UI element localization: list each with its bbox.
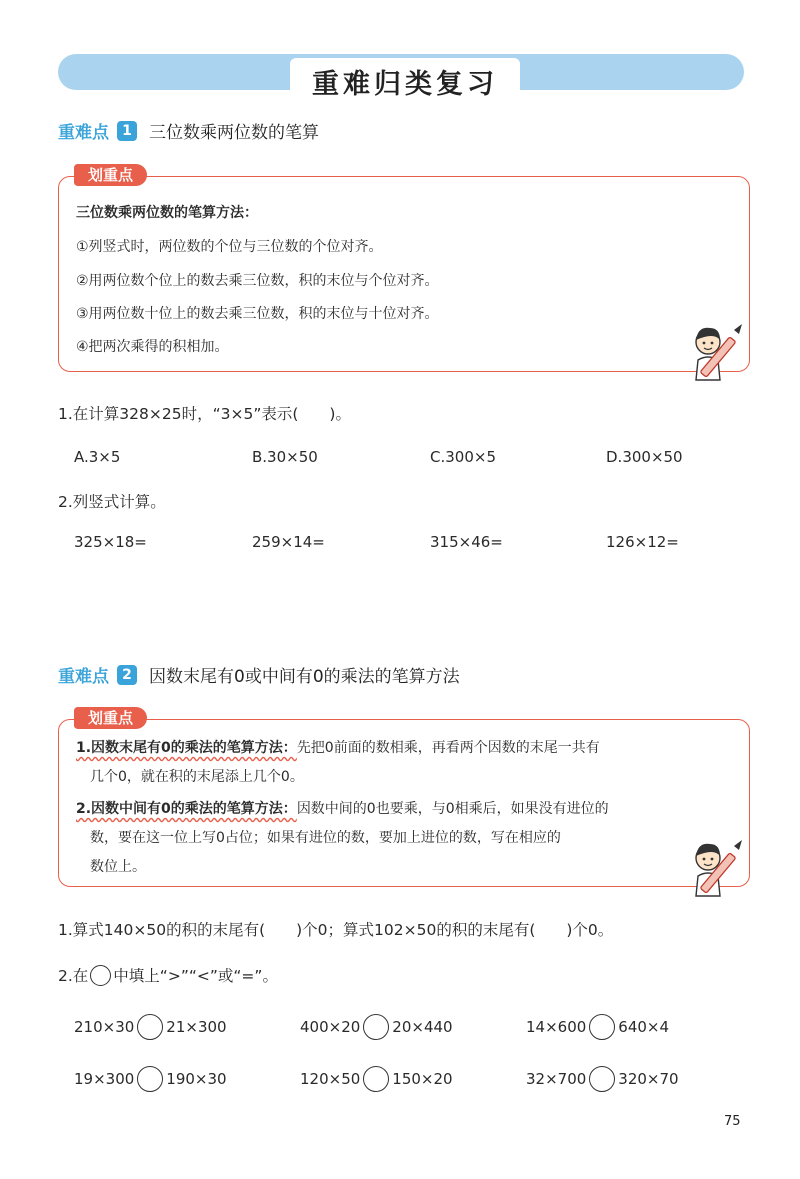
answer-circle[interactable]	[589, 1014, 615, 1040]
compare-left: 32×700	[526, 1070, 587, 1088]
compare-left: 19×300	[74, 1070, 135, 1088]
section2-question-2	[58, 964, 278, 986]
page-title: 重难归类复习	[290, 58, 520, 104]
section2-key-item-2-line-1	[76, 798, 609, 818]
compare-right: 190×30	[166, 1070, 227, 1088]
section2-number: 2	[117, 665, 137, 685]
section1-question-1: 1.在计算328×25时，“3×5”表示( )。	[58, 405, 351, 423]
section2-tag: 重难点	[58, 667, 109, 687]
answer-circle[interactable]	[137, 1066, 163, 1092]
section2-key-tag: 划重点	[74, 707, 147, 729]
section2-key-item-2-label: 2.因数中间有0的乘法的笔算方法：	[76, 801, 297, 817]
answer-circle-icon	[90, 965, 111, 986]
answer-circle[interactable]	[137, 1014, 163, 1040]
answer-circle[interactable]	[363, 1014, 389, 1040]
compare-left: 120×50	[300, 1070, 361, 1088]
compare-left: 400×20	[300, 1018, 361, 1036]
compare-item	[74, 1066, 227, 1092]
page-number: 75	[724, 1114, 741, 1129]
section1-q1-option-b: B.30×50	[252, 448, 318, 466]
section2-title: 因数末尾有0或中间有0的乘法的笔算方法	[149, 667, 460, 687]
section2-key-item-1-text-b: 几个0，就在积的末尾添上几个0。	[90, 769, 304, 785]
mascot-boy-pencil-icon	[684, 322, 746, 382]
section1-number: 1	[117, 121, 137, 141]
section1-key-line-3: ③用两位数十位上的数去乘三位数，积的末位与十位对齐。	[76, 306, 439, 322]
section1-calc-1: 325×18=	[74, 533, 147, 551]
compare-item	[74, 1014, 227, 1040]
compare-right: 320×70	[618, 1070, 679, 1088]
section1-title: 三位数乘两位数的笔算	[149, 123, 319, 143]
section2-q2-suffix: 中填上“>”“<”或“=”。	[113, 967, 278, 985]
section2-q2-prefix: 2.在	[58, 967, 89, 985]
section1-calc-3: 315×46=	[430, 533, 503, 551]
section1-key-heading: 三位数乘两位数的笔算方法：	[76, 205, 258, 221]
section1-question-2: 2.列竖式计算。	[58, 493, 166, 511]
section2-heading	[58, 662, 460, 687]
compare-item	[526, 1066, 679, 1092]
compare-left: 14×600	[526, 1018, 587, 1036]
section1-q1-option-d: D.300×50	[606, 448, 683, 466]
compare-item	[300, 1066, 453, 1092]
section1-key-line-4: ④把两次乘得的积相加。	[76, 339, 229, 355]
section1-calc-4: 126×12=	[606, 533, 679, 551]
section1-q1-option-c: C.300×5	[430, 448, 496, 466]
section2-key-item-2-text-c: 数位上。	[90, 859, 146, 875]
section1-tag: 重难点	[58, 123, 109, 143]
compare-right: 150×20	[392, 1070, 453, 1088]
compare-right: 21×300	[166, 1018, 227, 1036]
section2-question-1: 1.算式140×50的积的末尾有( )个0；算式102×50的积的末尾有( )个0。	[58, 921, 614, 939]
section1-key-line-2: ②用两位数个位上的数去乘三位数，积的末位与个位对齐。	[76, 273, 439, 289]
section2-key-item-1-text-a: 先把0前面的数相乘，再看两个因数的末尾一共有	[296, 740, 600, 756]
section2-key-item-2-text-a: 因数中间的0也要乘，与0相乘后，如果没有进位的	[296, 801, 609, 817]
compare-item	[526, 1014, 669, 1040]
compare-left: 210×30	[74, 1018, 135, 1036]
answer-circle[interactable]	[589, 1066, 615, 1092]
section2-key-item-1-line-1	[76, 737, 600, 757]
answer-circle[interactable]	[363, 1066, 389, 1092]
section1-heading	[58, 118, 319, 143]
section2-key-item-2-text-b: 数，要在这一位上写0占位；如果有进位的数，要加上进位的数，写在相应的	[90, 830, 561, 846]
mascot-boy-pencil-icon	[684, 838, 746, 898]
compare-item	[300, 1014, 453, 1040]
section1-calc-2: 259×14=	[252, 533, 325, 551]
compare-right: 20×440	[392, 1018, 453, 1036]
compare-right: 640×4	[618, 1018, 670, 1036]
section2-key-item-1-label: 1.因数末尾有0的乘法的笔算方法：	[76, 740, 297, 756]
section1-key-line-1: ①列竖式时，两位数的个位与三位数的个位对齐。	[76, 239, 383, 255]
section1-key-tag: 划重点	[74, 164, 147, 186]
section1-q1-option-a: A.3×5	[74, 448, 121, 466]
